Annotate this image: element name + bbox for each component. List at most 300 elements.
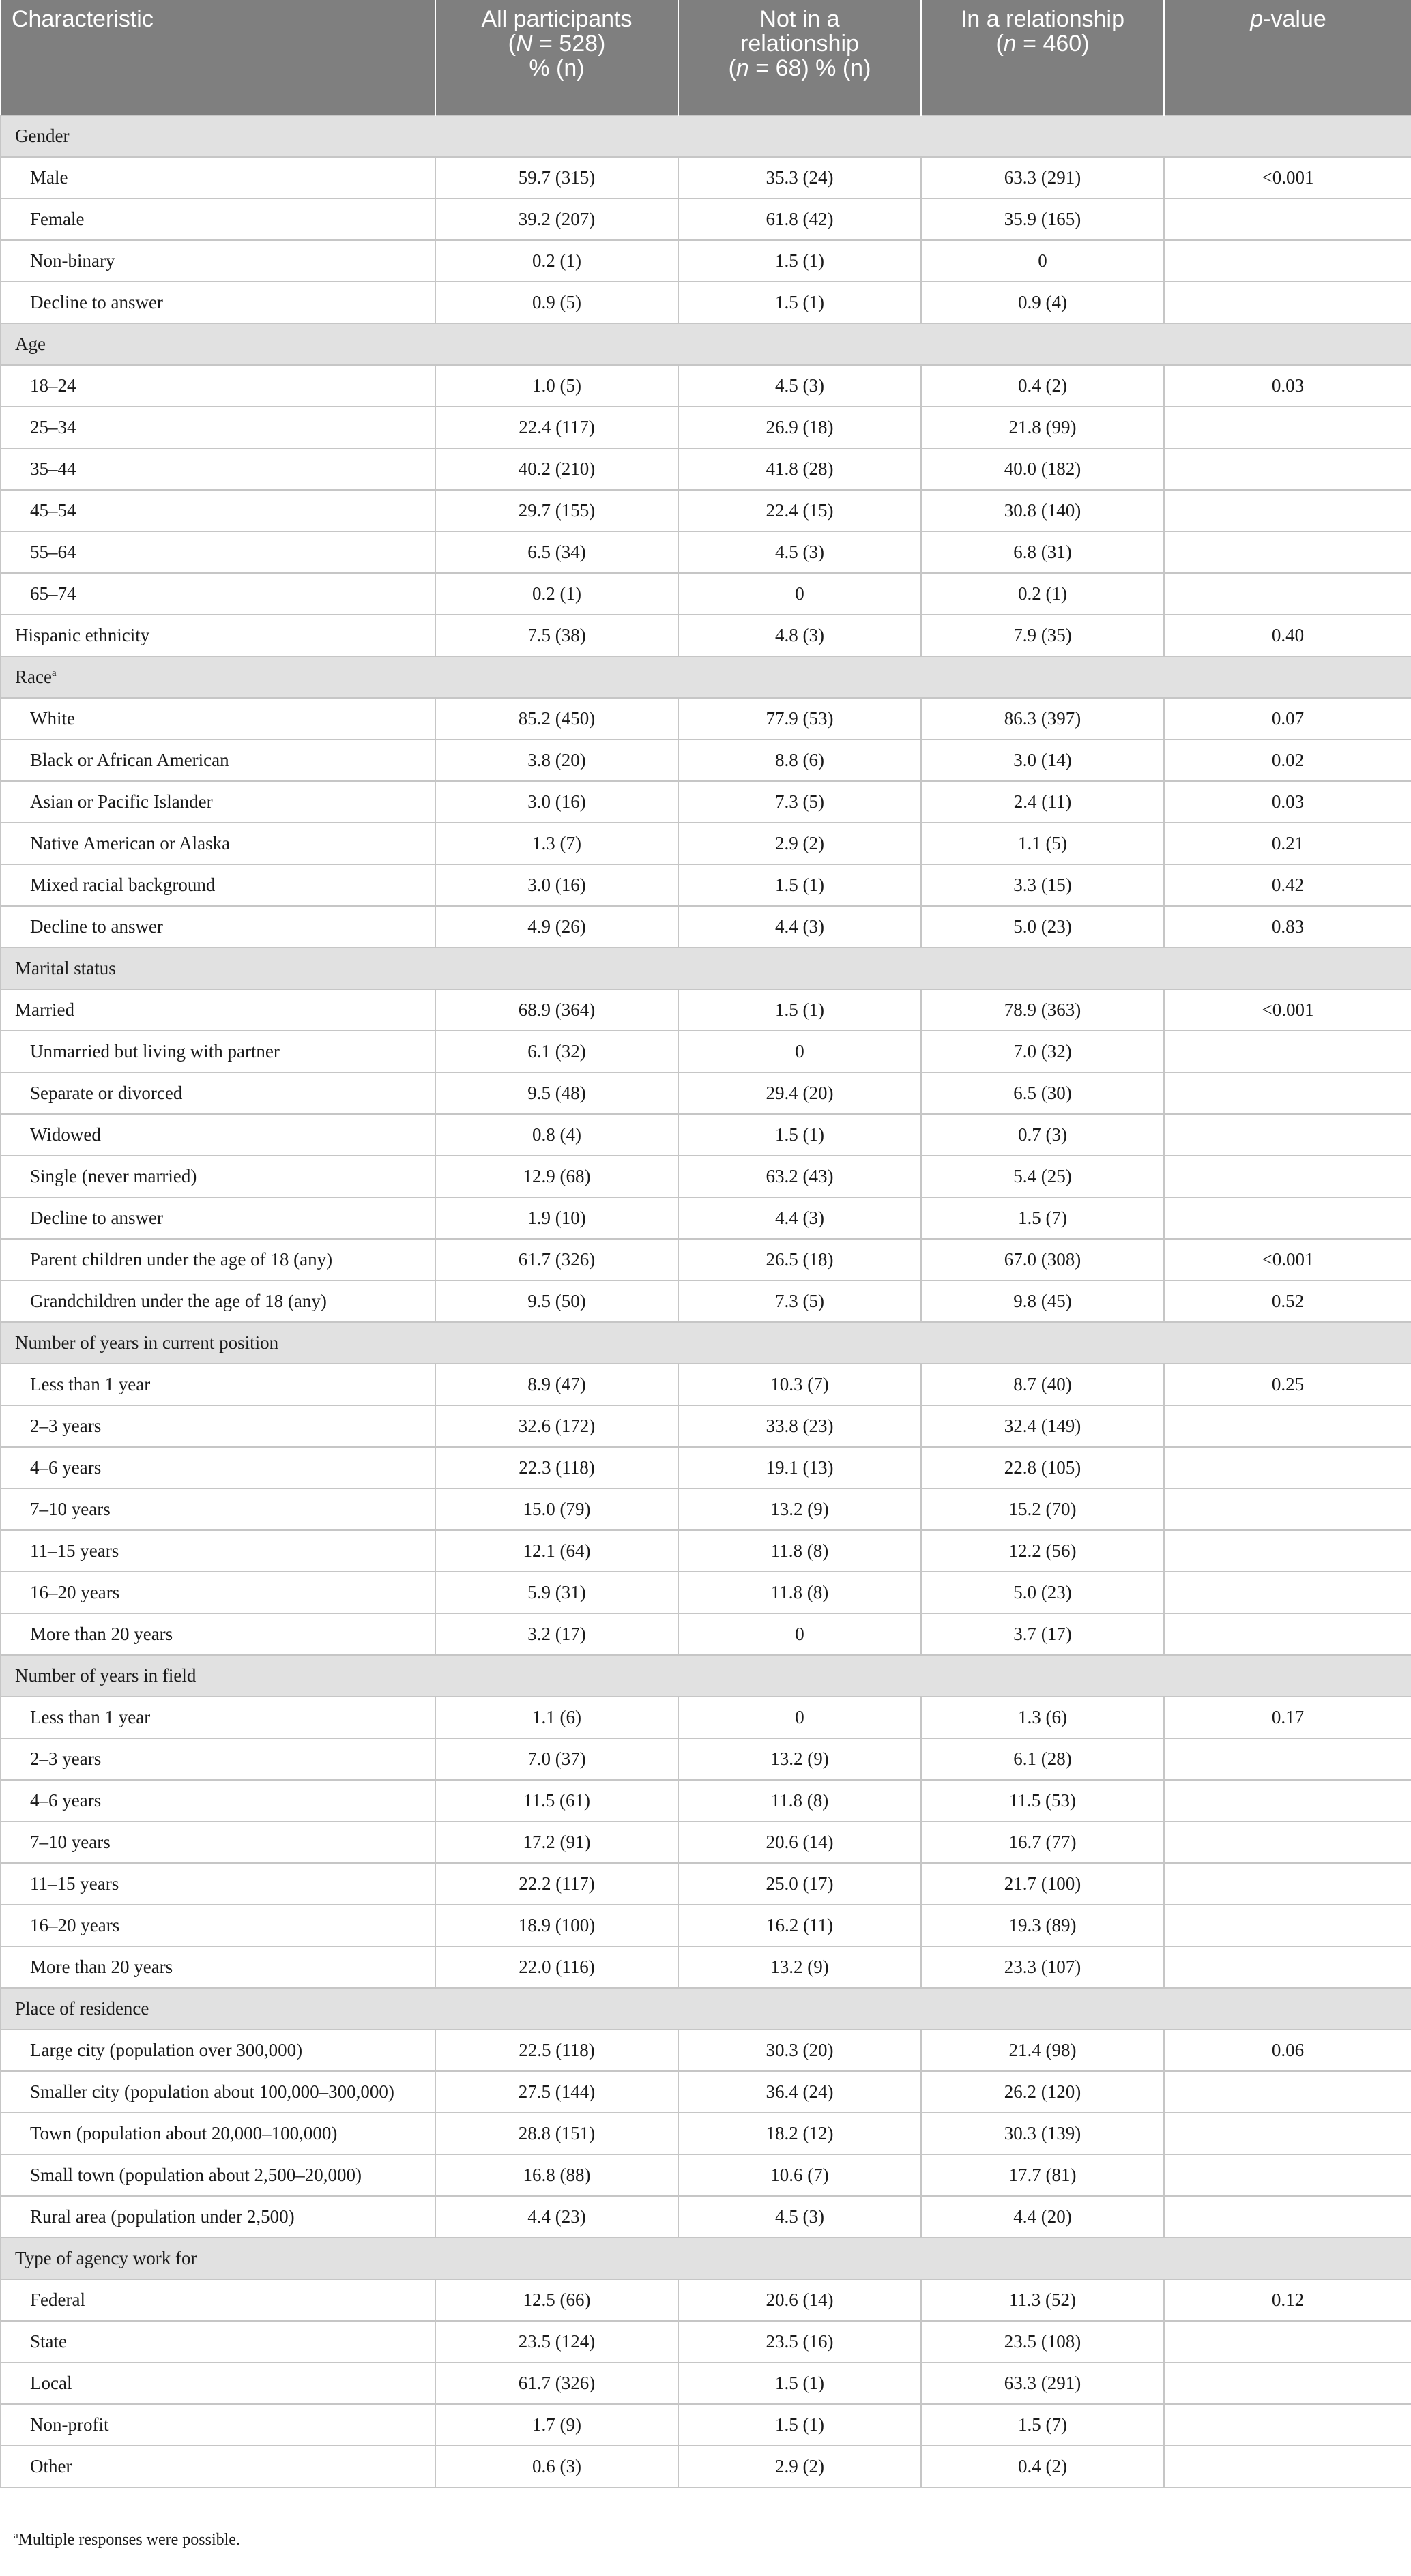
row-label: Female bbox=[1, 199, 435, 240]
cell-all-participants: 28.8 (151) bbox=[435, 2113, 678, 2154]
table-row bbox=[1, 1863, 1411, 1905]
section-header-row bbox=[1, 1322, 1411, 1364]
cell-all-participants: 61.7 (326) bbox=[435, 2362, 678, 2404]
header-p-value: p-value bbox=[1164, 0, 1411, 115]
cell-not-in-relationship: 4.5 (3) bbox=[678, 2196, 921, 2238]
row-label: More than 20 years bbox=[1, 1946, 435, 1988]
section-label bbox=[1, 656, 1411, 698]
cell-all-participants: 0.2 (1) bbox=[435, 573, 678, 615]
cell-not-in-relationship: 26.5 (18) bbox=[678, 1239, 921, 1280]
cell-all-participants: 3.0 (16) bbox=[435, 864, 678, 906]
table-row bbox=[1, 1489, 1411, 1530]
row-label: Less than 1 year bbox=[1, 1697, 435, 1738]
table-row bbox=[1, 573, 1411, 615]
cell-p-value bbox=[1164, 2154, 1411, 2196]
cell-in-relationship: 6.8 (31) bbox=[921, 531, 1164, 573]
row-label: Black or African American bbox=[1, 740, 435, 781]
cell-all-participants: 61.7 (326) bbox=[435, 1239, 678, 1280]
cell-in-relationship: 5.4 (25) bbox=[921, 1156, 1164, 1197]
cell-p-value bbox=[1164, 199, 1411, 240]
header-characteristic: Characteristic bbox=[1, 0, 435, 115]
cell-not-in-relationship: 4.4 (3) bbox=[678, 1197, 921, 1239]
cell-in-relationship: 5.0 (23) bbox=[921, 906, 1164, 948]
table-row bbox=[1, 1031, 1411, 1072]
row-label: Hispanic ethnicity bbox=[1, 615, 435, 656]
cell-not-in-relationship: 16.2 (11) bbox=[678, 1905, 921, 1946]
row-label: 7–10 years bbox=[1, 1489, 435, 1530]
row-label: 2–3 years bbox=[1, 1405, 435, 1447]
section-header-row bbox=[1, 115, 1411, 157]
table-row bbox=[1, 365, 1411, 407]
cell-p-value bbox=[1164, 2362, 1411, 2404]
cell-not-in-relationship: 61.8 (42) bbox=[678, 199, 921, 240]
cell-all-participants: 27.5 (144) bbox=[435, 2071, 678, 2113]
row-label: More than 20 years bbox=[1, 1613, 435, 1655]
cell-all-participants: 22.5 (118) bbox=[435, 2030, 678, 2071]
table-row bbox=[1, 2030, 1411, 2071]
table-row bbox=[1, 1572, 1411, 1613]
cell-p-value: 0.03 bbox=[1164, 781, 1411, 823]
cell-all-participants: 6.1 (32) bbox=[435, 1031, 678, 1072]
table-row bbox=[1, 2071, 1411, 2113]
table-row bbox=[1, 1197, 1411, 1239]
row-label: Large city (population over 300,000) bbox=[1, 2030, 435, 2071]
row-label: 16–20 years bbox=[1, 1905, 435, 1946]
cell-p-value bbox=[1164, 407, 1411, 448]
table-row bbox=[1, 2196, 1411, 2238]
cell-not-in-relationship: 35.3 (24) bbox=[678, 157, 921, 199]
table-row bbox=[1, 1447, 1411, 1489]
cell-not-in-relationship: 20.6 (14) bbox=[678, 2279, 921, 2321]
cell-not-in-relationship: 13.2 (9) bbox=[678, 1946, 921, 1988]
cell-not-in-relationship: 4.8 (3) bbox=[678, 615, 921, 656]
cell-in-relationship: 4.4 (20) bbox=[921, 2196, 1164, 2238]
cell-not-in-relationship: 0 bbox=[678, 1031, 921, 1072]
row-label: Smaller city (population about 100,000–300,000) bbox=[1, 2071, 435, 2113]
cell-all-participants: 0.6 (3) bbox=[435, 2446, 678, 2487]
table-row bbox=[1, 864, 1411, 906]
cell-p-value bbox=[1164, 1613, 1411, 1655]
row-label: Non-binary bbox=[1, 240, 435, 282]
row-label: 7–10 years bbox=[1, 1821, 435, 1863]
cell-not-in-relationship: 77.9 (53) bbox=[678, 698, 921, 740]
table-row bbox=[1, 2279, 1411, 2321]
cell-in-relationship: 0.4 (2) bbox=[921, 2446, 1164, 2487]
cell-p-value: <0.001 bbox=[1164, 157, 1411, 199]
table-row bbox=[1, 1905, 1411, 1946]
cell-in-relationship: 21.4 (98) bbox=[921, 2030, 1164, 2071]
cell-in-relationship: 23.5 (108) bbox=[921, 2321, 1164, 2362]
cell-p-value: 0.40 bbox=[1164, 615, 1411, 656]
cell-not-in-relationship: 0 bbox=[678, 573, 921, 615]
cell-p-value bbox=[1164, 1821, 1411, 1863]
row-label: State bbox=[1, 2321, 435, 2362]
table-row bbox=[1, 989, 1411, 1031]
cell-p-value bbox=[1164, 1114, 1411, 1156]
cell-all-participants: 3.2 (17) bbox=[435, 1613, 678, 1655]
row-label: 45–54 bbox=[1, 490, 435, 531]
section-label bbox=[1, 948, 1411, 989]
cell-p-value bbox=[1164, 1738, 1411, 1780]
row-label: 16–20 years bbox=[1, 1572, 435, 1613]
section-header-row bbox=[1, 948, 1411, 989]
cell-p-value bbox=[1164, 2446, 1411, 2487]
table-row bbox=[1, 1239, 1411, 1280]
cell-in-relationship: 19.3 (89) bbox=[921, 1905, 1164, 1946]
cell-all-participants: 0.9 (5) bbox=[435, 282, 678, 323]
cell-p-value bbox=[1164, 448, 1411, 490]
section-label bbox=[1, 323, 1411, 365]
section-label-text: Number of years in current position bbox=[15, 1332, 279, 1353]
cell-not-in-relationship: 11.8 (8) bbox=[678, 1530, 921, 1572]
cell-not-in-relationship: 13.2 (9) bbox=[678, 1489, 921, 1530]
cell-p-value bbox=[1164, 1572, 1411, 1613]
table-body bbox=[1, 115, 1411, 2487]
cell-p-value: 0.25 bbox=[1164, 1364, 1411, 1405]
cell-p-value bbox=[1164, 1946, 1411, 1988]
cell-not-in-relationship: 1.5 (1) bbox=[678, 282, 921, 323]
cell-not-in-relationship: 25.0 (17) bbox=[678, 1863, 921, 1905]
cell-p-value: 0.42 bbox=[1164, 864, 1411, 906]
cell-not-in-relationship: 41.8 (28) bbox=[678, 448, 921, 490]
cell-not-in-relationship: 0 bbox=[678, 1697, 921, 1738]
cell-all-participants: 18.9 (100) bbox=[435, 1905, 678, 1946]
cell-p-value bbox=[1164, 1447, 1411, 1489]
row-label: Unmarried but living with partner bbox=[1, 1031, 435, 1072]
cell-in-relationship: 7.9 (35) bbox=[921, 615, 1164, 656]
row-label: Asian or Pacific Islander bbox=[1, 781, 435, 823]
cell-all-participants: 4.4 (23) bbox=[435, 2196, 678, 2238]
row-label: 11–15 years bbox=[1, 1530, 435, 1572]
cell-all-participants: 23.5 (124) bbox=[435, 2321, 678, 2362]
cell-p-value bbox=[1164, 1031, 1411, 1072]
cell-p-value bbox=[1164, 240, 1411, 282]
table-row bbox=[1, 1405, 1411, 1447]
cell-not-in-relationship: 1.5 (1) bbox=[678, 240, 921, 282]
cell-in-relationship: 0.9 (4) bbox=[921, 282, 1164, 323]
section-header-row bbox=[1, 1655, 1411, 1697]
cell-p-value bbox=[1164, 1905, 1411, 1946]
cell-p-value bbox=[1164, 2404, 1411, 2446]
cell-in-relationship: 67.0 (308) bbox=[921, 1239, 1164, 1280]
cell-p-value bbox=[1164, 1780, 1411, 1821]
cell-p-value bbox=[1164, 1530, 1411, 1572]
cell-in-relationship: 3.7 (17) bbox=[921, 1613, 1164, 1655]
footnote-marker: a bbox=[14, 2530, 18, 2541]
cell-p-value: 0.03 bbox=[1164, 365, 1411, 407]
cell-in-relationship: 8.7 (40) bbox=[921, 1364, 1164, 1405]
cell-p-value bbox=[1164, 2196, 1411, 2238]
cell-in-relationship: 23.3 (107) bbox=[921, 1946, 1164, 1988]
cell-all-participants: 4.9 (26) bbox=[435, 906, 678, 948]
cell-in-relationship: 15.2 (70) bbox=[921, 1489, 1164, 1530]
cell-in-relationship: 9.8 (45) bbox=[921, 1280, 1164, 1322]
cell-not-in-relationship: 8.8 (6) bbox=[678, 740, 921, 781]
footnote-marker: a bbox=[51, 668, 57, 679]
cell-in-relationship: 1.3 (6) bbox=[921, 1697, 1164, 1738]
table-row bbox=[1, 1697, 1411, 1738]
row-label: Federal bbox=[1, 2279, 435, 2321]
cell-all-participants: 22.3 (118) bbox=[435, 1447, 678, 1489]
row-label: Non-profit bbox=[1, 2404, 435, 2446]
table-row bbox=[1, 1364, 1411, 1405]
row-label: Less than 1 year bbox=[1, 1364, 435, 1405]
cell-p-value bbox=[1164, 490, 1411, 531]
table-row bbox=[1, 490, 1411, 531]
row-label: 4–6 years bbox=[1, 1447, 435, 1489]
row-label: Rural area (population under 2,500) bbox=[1, 2196, 435, 2238]
cell-not-in-relationship: 1.5 (1) bbox=[678, 864, 921, 906]
cell-p-value: <0.001 bbox=[1164, 1239, 1411, 1280]
cell-in-relationship: 32.4 (149) bbox=[921, 1405, 1164, 1447]
cell-not-in-relationship: 19.1 (13) bbox=[678, 1447, 921, 1489]
cell-all-participants: 22.0 (116) bbox=[435, 1946, 678, 1988]
cell-all-participants: 0.8 (4) bbox=[435, 1114, 678, 1156]
cell-in-relationship: 22.8 (105) bbox=[921, 1447, 1164, 1489]
cell-all-participants: 9.5 (50) bbox=[435, 1280, 678, 1322]
table-row bbox=[1, 1821, 1411, 1863]
cell-p-value: 0.52 bbox=[1164, 1280, 1411, 1322]
table-row bbox=[1, 531, 1411, 573]
cell-all-participants: 1.0 (5) bbox=[435, 365, 678, 407]
row-label: Decline to answer bbox=[1, 282, 435, 323]
section-label-text: Place of residence bbox=[15, 1998, 149, 2019]
cell-in-relationship: 0.7 (3) bbox=[921, 1114, 1164, 1156]
cell-p-value: 0.12 bbox=[1164, 2279, 1411, 2321]
cell-not-in-relationship: 20.6 (14) bbox=[678, 1821, 921, 1863]
section-label bbox=[1, 115, 1411, 157]
cell-not-in-relationship: 13.2 (9) bbox=[678, 1738, 921, 1780]
table-row bbox=[1, 1738, 1411, 1780]
table-row bbox=[1, 906, 1411, 948]
section-header-row bbox=[1, 323, 1411, 365]
row-label: Other bbox=[1, 2446, 435, 2487]
section-label bbox=[1, 1322, 1411, 1364]
table-row bbox=[1, 2154, 1411, 2196]
table-row bbox=[1, 698, 1411, 740]
row-label: 2–3 years bbox=[1, 1738, 435, 1780]
table-row bbox=[1, 407, 1411, 448]
cell-p-value bbox=[1164, 1197, 1411, 1239]
cell-all-participants: 12.5 (66) bbox=[435, 2279, 678, 2321]
cell-all-participants: 1.9 (10) bbox=[435, 1197, 678, 1239]
table-row bbox=[1, 1114, 1411, 1156]
row-label: Grandchildren under the age of 18 (any) bbox=[1, 1280, 435, 1322]
cell-all-participants: 12.9 (68) bbox=[435, 1156, 678, 1197]
cell-not-in-relationship: 1.5 (1) bbox=[678, 2404, 921, 2446]
table-row bbox=[1, 282, 1411, 323]
cell-in-relationship: 0 bbox=[921, 240, 1164, 282]
cell-all-participants: 17.2 (91) bbox=[435, 1821, 678, 1863]
section-label-text: Number of years in field bbox=[15, 1665, 197, 1686]
cell-p-value bbox=[1164, 2071, 1411, 2113]
cell-all-participants: 7.5 (38) bbox=[435, 615, 678, 656]
cell-not-in-relationship: 36.4 (24) bbox=[678, 2071, 921, 2113]
cell-all-participants: 1.1 (6) bbox=[435, 1697, 678, 1738]
table-row bbox=[1, 781, 1411, 823]
cell-not-in-relationship: 2.9 (2) bbox=[678, 2446, 921, 2487]
cell-p-value bbox=[1164, 573, 1411, 615]
cell-in-relationship: 3.0 (14) bbox=[921, 740, 1164, 781]
cell-all-participants: 22.2 (117) bbox=[435, 1863, 678, 1905]
cell-not-in-relationship: 1.5 (1) bbox=[678, 989, 921, 1031]
cell-p-value: 0.07 bbox=[1164, 698, 1411, 740]
cell-not-in-relationship: 7.3 (5) bbox=[678, 781, 921, 823]
cell-in-relationship: 0.2 (1) bbox=[921, 573, 1164, 615]
table-row bbox=[1, 157, 1411, 199]
cell-p-value: 0.06 bbox=[1164, 2030, 1411, 2071]
section-label bbox=[1, 1988, 1411, 2030]
row-label: Mixed racial background bbox=[1, 864, 435, 906]
cell-all-participants: 85.2 (450) bbox=[435, 698, 678, 740]
cell-in-relationship: 11.5 (53) bbox=[921, 1780, 1164, 1821]
cell-in-relationship: 7.0 (32) bbox=[921, 1031, 1164, 1072]
cell-all-participants: 15.0 (79) bbox=[435, 1489, 678, 1530]
cell-p-value bbox=[1164, 1405, 1411, 1447]
cell-in-relationship: 6.5 (30) bbox=[921, 1072, 1164, 1114]
cell-all-participants: 59.7 (315) bbox=[435, 157, 678, 199]
table-row bbox=[1, 1156, 1411, 1197]
cell-in-relationship: 63.3 (291) bbox=[921, 157, 1164, 199]
cell-in-relationship: 78.9 (363) bbox=[921, 989, 1164, 1031]
cell-p-value: 0.17 bbox=[1164, 1697, 1411, 1738]
cell-p-value: <0.001 bbox=[1164, 989, 1411, 1031]
cell-p-value bbox=[1164, 1072, 1411, 1114]
section-label bbox=[1, 2238, 1411, 2279]
table-row bbox=[1, 1780, 1411, 1821]
cell-p-value: 0.21 bbox=[1164, 823, 1411, 864]
cell-in-relationship: 86.3 (397) bbox=[921, 698, 1164, 740]
row-label: Native American or Alaska bbox=[1, 823, 435, 864]
table-row bbox=[1, 2113, 1411, 2154]
row-label: Married bbox=[1, 989, 435, 1031]
row-label: 65–74 bbox=[1, 573, 435, 615]
table-row bbox=[1, 2321, 1411, 2362]
section-label-text: Gender bbox=[15, 126, 70, 146]
cell-not-in-relationship: 18.2 (12) bbox=[678, 2113, 921, 2154]
cell-p-value bbox=[1164, 2113, 1411, 2154]
cell-all-participants: 22.4 (117) bbox=[435, 407, 678, 448]
table-header-row bbox=[1, 0, 1411, 115]
row-label: 25–34 bbox=[1, 407, 435, 448]
row-label: Single (never married) bbox=[1, 1156, 435, 1197]
section-label bbox=[1, 1655, 1411, 1697]
cell-in-relationship: 16.7 (77) bbox=[921, 1821, 1164, 1863]
table-row bbox=[1, 448, 1411, 490]
row-label: White bbox=[1, 698, 435, 740]
cell-p-value bbox=[1164, 2321, 1411, 2362]
row-label: Town (population about 20,000–100,000) bbox=[1, 2113, 435, 2154]
section-label-text: Type of agency work for bbox=[15, 2248, 197, 2268]
row-label: 4–6 years bbox=[1, 1780, 435, 1821]
cell-not-in-relationship: 11.8 (8) bbox=[678, 1780, 921, 1821]
cell-all-participants: 12.1 (64) bbox=[435, 1530, 678, 1572]
cell-in-relationship: 1.5 (7) bbox=[921, 2404, 1164, 2446]
cell-all-participants: 0.2 (1) bbox=[435, 240, 678, 282]
row-label: 55–64 bbox=[1, 531, 435, 573]
table-row bbox=[1, 740, 1411, 781]
header-all-participants: All participants (N = 528) % (n) bbox=[435, 0, 678, 115]
cell-not-in-relationship: 30.3 (20) bbox=[678, 2030, 921, 2071]
cell-in-relationship: 3.3 (15) bbox=[921, 864, 1164, 906]
cell-not-in-relationship: 10.3 (7) bbox=[678, 1364, 921, 1405]
table-row bbox=[1, 823, 1411, 864]
footnote-text: Multiple responses were possible. bbox=[18, 2531, 240, 2549]
header-in-relationship: In a relationship (n = 460) bbox=[921, 0, 1164, 115]
cell-all-participants: 6.5 (34) bbox=[435, 531, 678, 573]
cell-in-relationship: 30.8 (140) bbox=[921, 490, 1164, 531]
cell-not-in-relationship: 10.6 (7) bbox=[678, 2154, 921, 2196]
cell-not-in-relationship: 4.5 (3) bbox=[678, 531, 921, 573]
cell-not-in-relationship: 1.5 (1) bbox=[678, 1114, 921, 1156]
row-label: 18–24 bbox=[1, 365, 435, 407]
cell-in-relationship: 35.9 (165) bbox=[921, 199, 1164, 240]
cell-in-relationship: 21.8 (99) bbox=[921, 407, 1164, 448]
row-label: Decline to answer bbox=[1, 906, 435, 948]
table-row bbox=[1, 199, 1411, 240]
cell-in-relationship: 40.0 (182) bbox=[921, 448, 1164, 490]
cell-all-participants: 16.8 (88) bbox=[435, 2154, 678, 2196]
cell-not-in-relationship: 23.5 (16) bbox=[678, 2321, 921, 2362]
cell-in-relationship: 30.3 (139) bbox=[921, 2113, 1164, 2154]
cell-in-relationship: 6.1 (28) bbox=[921, 1738, 1164, 1780]
cell-all-participants: 9.5 (48) bbox=[435, 1072, 678, 1114]
cell-p-value bbox=[1164, 282, 1411, 323]
cell-all-participants: 3.8 (20) bbox=[435, 740, 678, 781]
cell-all-participants: 1.7 (9) bbox=[435, 2404, 678, 2446]
cell-p-value bbox=[1164, 1489, 1411, 1530]
cell-in-relationship: 17.7 (81) bbox=[921, 2154, 1164, 2196]
cell-all-participants: 7.0 (37) bbox=[435, 1738, 678, 1780]
cell-in-relationship: 21.7 (100) bbox=[921, 1863, 1164, 1905]
cell-not-in-relationship: 29.4 (20) bbox=[678, 1072, 921, 1114]
row-label: Local bbox=[1, 2362, 435, 2404]
cell-all-participants: 1.3 (7) bbox=[435, 823, 678, 864]
section-header-row bbox=[1, 2238, 1411, 2279]
cell-in-relationship: 2.4 (11) bbox=[921, 781, 1164, 823]
cell-p-value bbox=[1164, 1156, 1411, 1197]
table-row bbox=[1, 1072, 1411, 1114]
cell-not-in-relationship: 4.4 (3) bbox=[678, 906, 921, 948]
row-label: Decline to answer bbox=[1, 1197, 435, 1239]
cell-not-in-relationship: 0 bbox=[678, 1613, 921, 1655]
cell-all-participants: 40.2 (210) bbox=[435, 448, 678, 490]
section-label-text: Marital status bbox=[15, 958, 116, 978]
cell-not-in-relationship: 1.5 (1) bbox=[678, 2362, 921, 2404]
cell-p-value: 0.83 bbox=[1164, 906, 1411, 948]
row-label: Male bbox=[1, 157, 435, 199]
cell-in-relationship: 1.5 (7) bbox=[921, 1197, 1164, 1239]
table-footnote bbox=[14, 2531, 240, 2549]
row-label: Small town (population about 2,500–20,000) bbox=[1, 2154, 435, 2196]
cell-in-relationship: 5.0 (23) bbox=[921, 1572, 1164, 1613]
table-row bbox=[1, 240, 1411, 282]
section-header-row bbox=[1, 1988, 1411, 2030]
cell-not-in-relationship: 11.8 (8) bbox=[678, 1572, 921, 1613]
cell-not-in-relationship: 26.9 (18) bbox=[678, 407, 921, 448]
cell-p-value bbox=[1164, 1863, 1411, 1905]
row-label: Separate or divorced bbox=[1, 1072, 435, 1114]
cell-all-participants: 39.2 (207) bbox=[435, 199, 678, 240]
table-row bbox=[1, 1530, 1411, 1572]
cell-all-participants: 32.6 (172) bbox=[435, 1405, 678, 1447]
table-row bbox=[1, 1946, 1411, 1988]
cell-all-participants: 68.9 (364) bbox=[435, 989, 678, 1031]
section-label-text: Age bbox=[15, 334, 46, 354]
row-label: 35–44 bbox=[1, 448, 435, 490]
section-label-text: Race bbox=[15, 667, 52, 687]
section-header-row bbox=[1, 656, 1411, 698]
